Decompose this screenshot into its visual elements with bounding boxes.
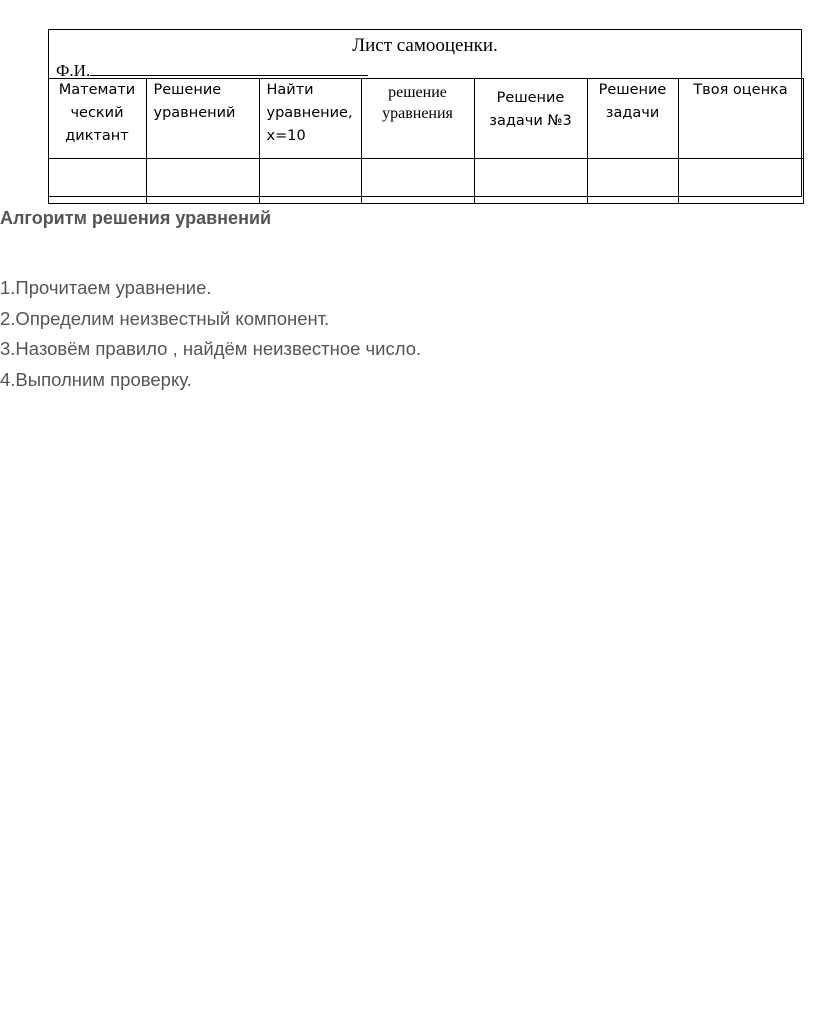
algorithm-step: 2.Определим неизвестный компонент. [0,307,330,329]
header-line: диктант [65,128,129,144]
algorithm-steps [0,273,421,395]
fio-label: Ф.И. [56,61,91,80]
header-line: ческий [70,105,124,121]
header-line: задачи [605,105,660,121]
algorithm-title: Алгоритм решения уравнений [0,208,272,228]
header-line: уравнений [153,105,236,121]
header-line: решение [388,84,447,101]
assessment-table [48,78,804,204]
answer-cell[interactable] [474,159,587,204]
algorithm-step: 4.Выполним проверку. [0,368,192,390]
algorithm-step: 3.Назовём правило , найдём неизвестное число. [0,338,422,359]
fio-underline [90,61,368,76]
table-answer-row [48,159,803,204]
header-line: задачи №3 [489,113,572,129]
table-header-row [48,79,803,159]
self-assessment-sheet [48,29,802,197]
header-task-3 [474,79,587,159]
header-equation-solution [361,79,474,159]
header-line: х=10 [266,128,306,144]
answer-cell[interactable] [48,159,146,204]
header-line: Решение [598,82,667,98]
answer-cell[interactable] [259,159,361,204]
header-task-solution [587,79,678,159]
header-find-equation [259,79,361,159]
header-math-dictation [48,79,146,159]
answer-cell[interactable] [146,159,259,204]
header-solving-equations [146,79,259,159]
answer-cell[interactable] [678,159,803,204]
sheet-title: Лист самооценки. [352,35,498,56]
header-your-grade [678,79,803,159]
header-line: уравнение, [266,105,353,121]
header-line: уравнения [382,105,453,122]
header-line: Твоя оценка [693,82,788,98]
header-line: Математи [58,82,136,98]
answer-cell[interactable] [361,159,474,204]
algorithm-step: 1.Прочитаем уравнение. [0,277,212,298]
answer-cell[interactable] [587,159,678,204]
header-line: Найти [266,82,314,98]
header-line: Решение [153,82,222,98]
header-line: Решение [496,90,565,106]
